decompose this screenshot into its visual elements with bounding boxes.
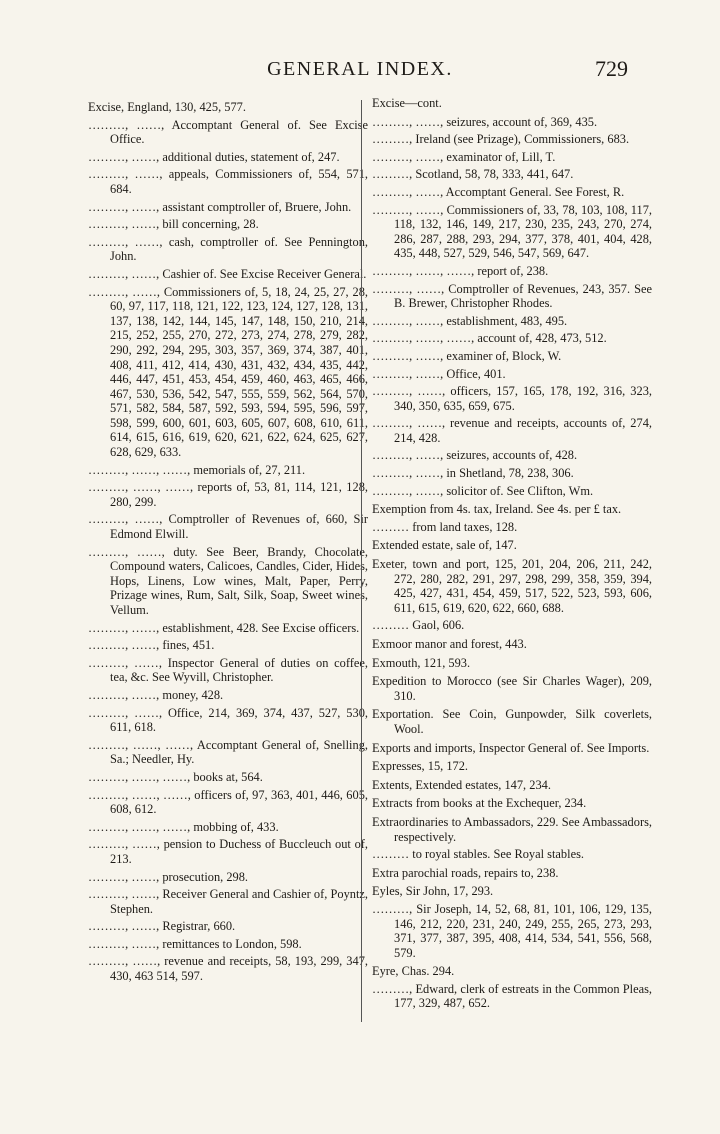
index-entry: ………, ……, Comptroller of Revenues of, 660, Sir Edmond Elwill. — [88, 512, 368, 542]
index-entry: Extended estate, sale of, 147. — [372, 538, 517, 553]
index-entry: ………, ……, Commissioners of, 5, 18, 24, 25, 27, 28, 60, 97, 117, 118, 121, 122, 123, 124, 127, 128, 131, 137, 138, 142, 144, 145, 147, 148, 150, 210, 214, 215, 252, 255, 270, 272, 273, 274, 278, 279, 282, 290, 292, 294, 295, 303, 357, 369, 374, 387, 401, 408, 411, 412, 414, 430, 431, 432, 434, 435, 442, 446, 447, 451, 453, 454, 459, 460, 463, 465, 466, 467, 530, 536, 542, 547, 555, 559, 562, 564, 570, 571, 582, 584, 587, 592, 593, 594, 595, 596, 597, 598, 599, 600, 601, 603, 605, 607, 608, 610, 611, 614, 615, 616, 619, 620, 621, 622, 624, 625, 627, 628, 629, 633. — [88, 284, 368, 460]
index-entry: ………, ……, seizures, account of, 369, 435. — [372, 114, 598, 129]
index-entry: ………, ……, pension to Duchess of Buccleuch out of, 213. — [88, 837, 368, 866]
index-entry: ………, ……, officers, 157, 165, 178, 192, 316, 323, 340, 350, 635, 659, 675. — [372, 384, 652, 413]
index-entry: ………, ……, ……, mobbing of, 433. — [88, 819, 279, 834]
index-entry: ………, ……, solicitor of. See Clifton, Wm. — [372, 483, 594, 498]
index-entry: Extraordinaries to Ambassadors, 229. See Ambassadors, respectively. — [372, 814, 652, 844]
index-entry: ………, Ireland (see Prizage), Commissioners, 683. — [372, 132, 630, 147]
index-entry: Excise, England, 130, 425, 577. — [88, 100, 246, 114]
index-entry: ………, Sir Joseph, 14, 52, 68, 81, 101, 106, 129, 135, 146, 212, 220, 231, 240, 249, 255, 265, 273, 293, 371, 377, 387, 395, 408, 414, 534, 541, 556, 568, 579. — [372, 901, 652, 960]
index-entry: Extents, Extended estates, 147, 234. — [372, 777, 551, 792]
index-entry: ………, ……, Accomptant General of. See Excise Office. — [88, 117, 368, 147]
index-entry: ………, ……, additional duties, statement of, 247. — [88, 149, 340, 164]
index-entry: ………, ……, appeals, Commissioners of, 554, 571, 684. — [88, 167, 368, 196]
index-entry: Exeter, town and port, 125, 201, 204, 206, 211, 242, 272, 280, 282, 291, 297, 298, 299, 358, 359, 394, 425, 427, 431, 454, 459, 517, 522, 523, 593, 606, 611, 615, 619, 620, 622, 660, 688. — [372, 557, 652, 615]
index-entry: ………, ……, establishment, 483, 495. — [372, 313, 568, 328]
index-entry: ………, ……, Commissioners of, 33, 78, 103, 108, 117, 118, 132, 146, 149, 217, 230, 235, 243, 270, 274, 286, 287, 288, 293, 294, 377, 378, 401, 404, 428, 435, 448, 527, 529, 546, 547, 569, 647. — [372, 202, 652, 261]
index-entry: Eyles, Sir John, 17, 293. — [372, 884, 494, 899]
index-entry: Eyre, Chas. 294. — [372, 964, 455, 979]
index-entry: Expresses, 15, 172. — [372, 759, 469, 774]
index-entry: ………, ……, prosecution, 298. — [88, 869, 249, 884]
index-entry: Exmouth, 121, 593. — [372, 655, 471, 670]
index-entry: ……… to royal stables. See Royal stables. — [372, 847, 584, 862]
index-entry: Exemption from 4s. tax, Ireland. See 4s. per £ tax. — [372, 502, 622, 517]
running-header: GENERAL INDEX. — [267, 58, 453, 80]
index-entry: ………, ……, assistant comptroller of, Bruere, John. — [88, 199, 352, 214]
index-entry: ………, ……, Office, 214, 369, 374, 437, 527, 530, 611, 618. — [88, 705, 368, 735]
index-entry: ………, ……, revenue and receipts, 58, 193, 299, 347, 430, 463 514, 597. — [88, 954, 368, 984]
index-entry: Extra parochial roads, repairs to, 238. — [372, 865, 559, 880]
index-entry: ………, ……, Office, 401. — [372, 366, 506, 381]
index-entry: ………, ……, Receiver General and Cashier of, Poyntz, Stephen. — [88, 887, 368, 916]
index-entry: ………, ……, cash, comptroller of. See Pennington, John. — [88, 234, 368, 264]
index-column-left — [88, 96, 368, 987]
index-entry: ………, ……, examiner of, Block, W. — [372, 348, 562, 363]
index-entry: ………, ……, in Shetland, 78, 238, 306. — [372, 466, 574, 481]
index-entry: Exportation. See Coin, Gunpowder, Silk coverlets, Wool. — [372, 707, 652, 736]
index-entry: ………, ……, Registrar, 660. — [88, 919, 236, 934]
index-entry: ………, ……, establishment, 428. See Excise officers. — [88, 620, 360, 635]
index-entry: ………, ……, examinator of, Lill, T. — [372, 149, 556, 164]
index-entry: ………, ……, Accomptant General. See Forest, R. — [372, 184, 625, 199]
column-divider — [361, 100, 362, 1022]
continued-heading: Excise—cont. — [372, 96, 442, 110]
index-entry: ………, ……, remittances to London, 598. — [88, 936, 302, 951]
index-entry: ………, ……, seizures, accounts of, 428. — [372, 448, 578, 463]
index-entry: ………, Edward, clerk of estreats in the Common Pleas, 177, 329, 487, 652. — [372, 981, 652, 1011]
index-column-right — [372, 96, 652, 1014]
index-entry: Exmoor manor and forest, 443. — [372, 637, 527, 651]
index-entry: ……… Gaol, 606. — [372, 618, 465, 633]
index-entry: ………, ……, money, 428. — [88, 687, 224, 702]
index-entry: ………, ……, ……, reports of, 53, 81, 114, 121, 128, 280, 299. — [88, 480, 368, 509]
index-entry: Extracts from books at the Exchequer, 234. — [372, 796, 587, 811]
index-entry: ………, ……, ……, Accomptant General of, Snelling, Sa.; Needler, Hy. — [88, 737, 368, 767]
index-entry: ………, ……, ……, memorials of, 27, 211. — [88, 462, 306, 477]
index-entry: ………, Scotland, 58, 78, 333, 441, 647. — [372, 167, 574, 182]
index-entry: ………, ……, ……, books at, 564. — [88, 769, 263, 784]
index-entry: ……… from land taxes, 128. — [372, 519, 518, 534]
index-entry: ………, ……, Inspector General of duties on coffee, tea, &c. See Wyvill, Christopher. — [88, 655, 368, 685]
index-entry: ………, ……, Comptroller of Revenues, 243, 357. See B. Brewer, Christopher Rhodes. — [372, 281, 652, 311]
index-entry: ………, ……, Cashier of. See Excise Receiver General. — [88, 266, 367, 281]
index-entry: ………, ……, revenue and receipts, accounts of, 274, 214, 428. — [372, 416, 652, 445]
index-entry: ………, ……, ……, account of, 428, 473, 512. — [372, 331, 607, 346]
index-entry: ………, ……, fines, 451. — [88, 638, 215, 653]
index-entry: ………, ……, ……, officers of, 97, 363, 401, 446, 605, 608, 612. — [88, 787, 368, 817]
index-entry: Expedition to Morocco (see Sir Charles Wager), 209, 310. — [372, 674, 652, 703]
index-entry: ………, ……, ……, report of, 238. — [372, 263, 549, 278]
index-entry: ………, ……, bill concerning, 28. — [88, 217, 259, 232]
index-entry: Exports and imports, Inspector General of. See Imports. — [372, 740, 650, 755]
index-entry: ………, ……, duty. See Beer, Brandy, Chocolate, Compound waters, Calicoes, Candles, Cider, Hides, Hops, Linens, Low wines, Malt, Paper, Perry, Prizage wines, Rum, Salt, Silk, Soap, Sweet wines, Vellum. — [88, 544, 368, 617]
page-number: 729 — [595, 56, 628, 81]
